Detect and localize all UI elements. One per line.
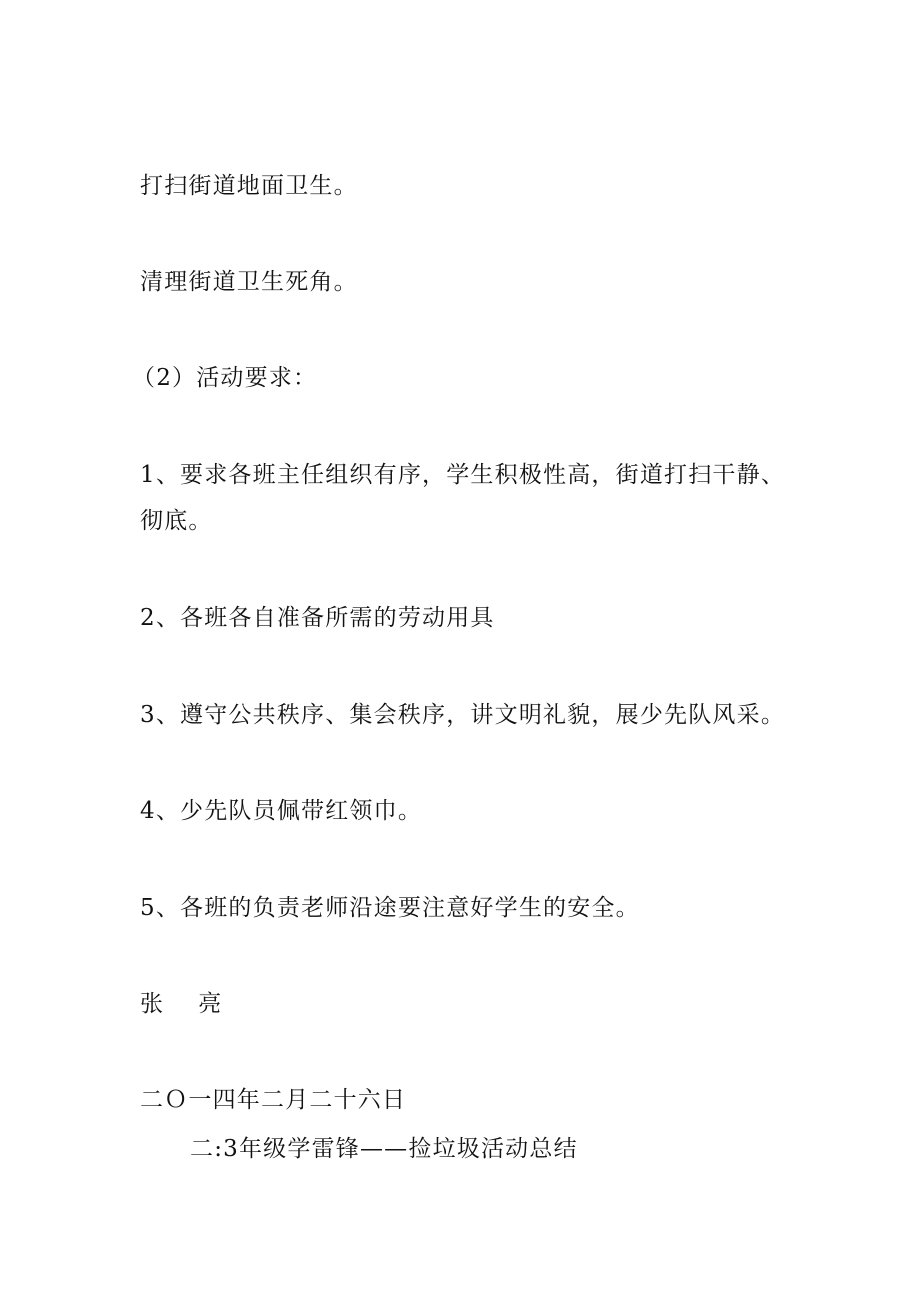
section-heading: （2）活动要求： [132, 365, 318, 391]
signature-second-char: 亮 [198, 991, 223, 1017]
paragraph-line: 打扫街道地面卫生。 [140, 173, 358, 199]
paragraph-line: 2、各班各自准备所需的劳动用具 [140, 605, 495, 631]
signature-first-char: 张 [140, 991, 165, 1017]
signature-name [140, 989, 222, 1019]
paragraph-line: 5、各班的负责老师沿途要注意好学生的安全。 [140, 895, 640, 921]
paragraph-line: 1、要求各班主任组织有序，学生积极性高，街道打扫干静、彻底。 [140, 462, 786, 534]
paragraph-line: 清理街道卫生死角。 [140, 269, 358, 295]
signature-date: 二Ｏ一四年二月二十六日 [140, 1087, 407, 1113]
paragraph-line: 3、遵守公共秩序、集会秩序，讲文明礼貌，展少先队风采。 [140, 702, 786, 728]
next-section-title: 二:3年级学雷锋——捡垃圾活动总结 [190, 1136, 578, 1162]
paragraph-line: 4、少先队员佩带红领巾。 [140, 798, 423, 824]
